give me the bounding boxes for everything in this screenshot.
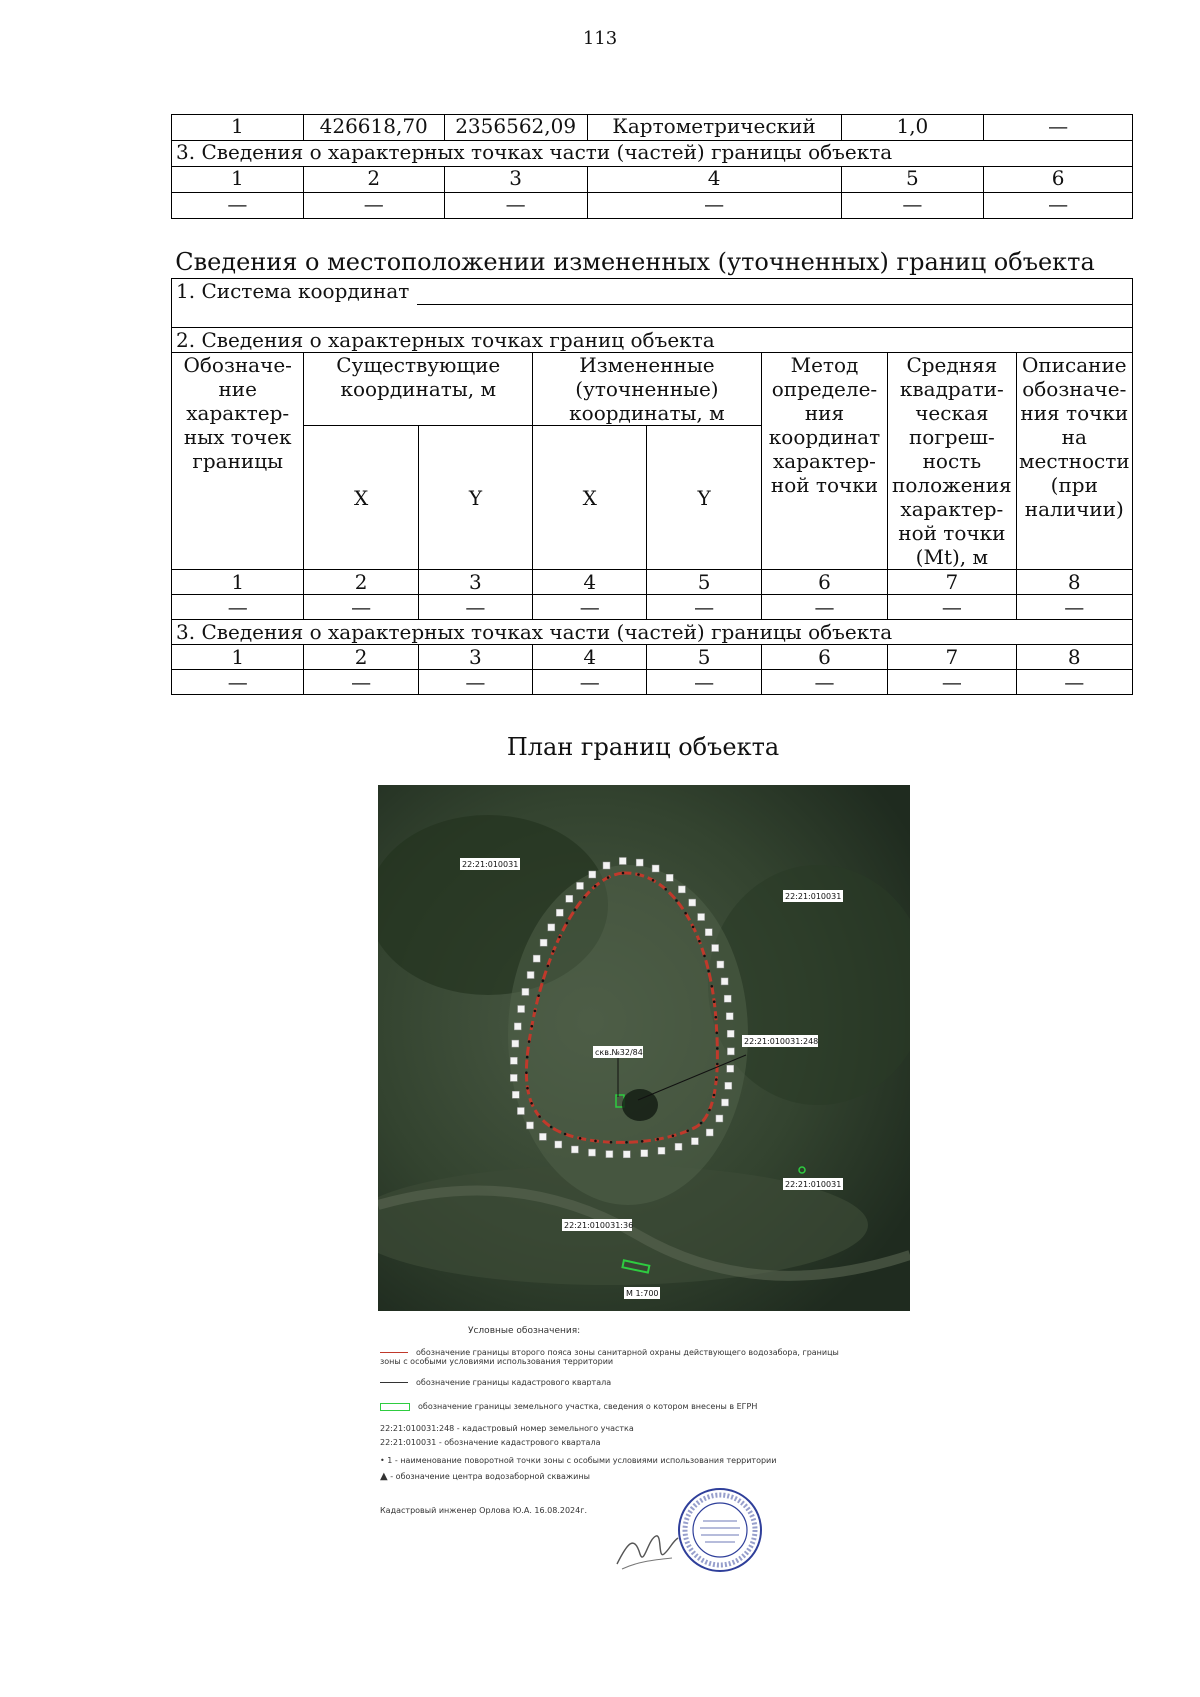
quarter-label: 22:21:010031 bbox=[785, 1180, 842, 1189]
table-cell: 5 bbox=[841, 167, 984, 193]
table-cell: — bbox=[418, 670, 532, 695]
table-cell: — bbox=[841, 193, 984, 219]
table-row bbox=[172, 595, 1133, 620]
quarter-label: 22:21:010031 bbox=[785, 892, 842, 901]
turn-point-dot bbox=[526, 1056, 529, 1059]
table-cell: — bbox=[761, 595, 887, 620]
turn-point-marker bbox=[589, 1149, 596, 1156]
turn-point-marker bbox=[619, 858, 626, 865]
header-description: Описание обозначе-ния точки на местности (при наличии) bbox=[1016, 353, 1132, 570]
turn-point-dot bbox=[542, 979, 545, 982]
legend-item bbox=[380, 1378, 611, 1387]
table-cell: — bbox=[761, 670, 887, 695]
turn-point-marker bbox=[712, 945, 719, 952]
turn-point-marker bbox=[724, 995, 731, 1002]
table-cell: — bbox=[418, 595, 532, 620]
turn-point-dot bbox=[715, 1078, 718, 1081]
legend-text: обозначение границы второго пояса зоны санитарной охраны действующего водозабора, границы зоны с особыми условиями использования территории bbox=[380, 1348, 839, 1366]
header-y: Y bbox=[418, 426, 532, 570]
table-cell: Картометрический bbox=[587, 115, 841, 141]
turn-point-dot bbox=[716, 1032, 719, 1035]
turn-point-dot bbox=[526, 1087, 529, 1090]
page-number: 113 bbox=[582, 28, 618, 49]
table-cell: 4 bbox=[533, 570, 647, 595]
table-cell: 6 bbox=[984, 167, 1133, 193]
table-row bbox=[172, 115, 1133, 141]
table-cell: 7 bbox=[888, 645, 1016, 670]
turn-point-dot bbox=[716, 1063, 719, 1066]
zone-boundary-symbol bbox=[380, 1352, 408, 1353]
turn-point-marker bbox=[533, 955, 540, 962]
table-cell: — bbox=[172, 595, 304, 620]
table-cell: 2356562,09 bbox=[444, 115, 587, 141]
turn-point-dot bbox=[537, 994, 540, 997]
table-cell: — bbox=[303, 193, 444, 219]
parcel-label: 22:21:010031:248 bbox=[744, 1037, 819, 1046]
turn-point-dot bbox=[528, 1040, 531, 1043]
legend-item bbox=[380, 1402, 757, 1411]
table-cell: 6 bbox=[761, 645, 887, 670]
changed-points-table bbox=[171, 278, 1133, 695]
turn-point-dot bbox=[692, 926, 695, 929]
table-cell: 7 bbox=[888, 570, 1016, 595]
table-cell: 6 bbox=[761, 570, 887, 595]
turn-point-dot bbox=[574, 909, 577, 912]
section-title: 3. Сведения о характерных точках части (частей) границы объекта bbox=[172, 141, 1133, 167]
table-row bbox=[172, 279, 1133, 328]
table-cell: 1,0 bbox=[841, 115, 984, 141]
turn-point-marker bbox=[678, 886, 685, 893]
table-cell: 2 bbox=[303, 167, 444, 193]
table-cell: — bbox=[984, 115, 1133, 141]
map-canvas bbox=[378, 785, 910, 1311]
turn-point-marker bbox=[725, 1082, 732, 1089]
turn-point-marker bbox=[652, 865, 659, 872]
signature-icon bbox=[612, 1524, 682, 1574]
turn-point-dot bbox=[698, 940, 701, 943]
turn-point-marker bbox=[727, 1065, 734, 1072]
turn-point-dot bbox=[564, 1133, 567, 1136]
turn-point-dot bbox=[525, 1071, 528, 1074]
turn-point-dot bbox=[656, 1138, 659, 1141]
turn-point-dot bbox=[641, 1140, 644, 1143]
turn-point-dot bbox=[713, 1000, 716, 1003]
header-changed: Измененные (уточненные) координаты, м bbox=[533, 353, 762, 426]
section-title: 2. Сведения о характерных точках границ объекта bbox=[172, 328, 1133, 353]
turn-point-marker bbox=[522, 988, 529, 995]
turn-point-dot bbox=[622, 872, 625, 875]
scale-label: М 1:700 bbox=[626, 1289, 659, 1298]
turn-point-marker bbox=[636, 859, 643, 866]
legend-item bbox=[380, 1471, 590, 1482]
legend-parcel-number: 22:21:010031:248 - кадастровый номер земельного участка bbox=[380, 1424, 634, 1433]
table-cell: — bbox=[647, 670, 761, 695]
parcel-boundary-symbol bbox=[380, 1403, 410, 1411]
turn-point-dot bbox=[672, 1135, 675, 1138]
turn-point-marker bbox=[658, 1147, 665, 1154]
legend-title: Условные обозначения: bbox=[468, 1326, 581, 1336]
turn-point-marker bbox=[716, 1115, 723, 1122]
table-cell: — bbox=[444, 193, 587, 219]
turn-point-dot bbox=[594, 1140, 597, 1143]
turn-point-dot bbox=[675, 899, 678, 902]
turn-point-dot bbox=[538, 1115, 541, 1118]
turn-point-marker bbox=[641, 1150, 648, 1157]
turn-point-marker bbox=[527, 1122, 534, 1129]
turn-point-dot bbox=[686, 1130, 689, 1133]
table-row bbox=[172, 167, 1133, 193]
turn-point-dot bbox=[583, 896, 586, 899]
table-cell: — bbox=[172, 193, 304, 219]
turn-point-dot bbox=[550, 1126, 553, 1129]
header-error: Средняя квадрати-ческая погреш-ность положения характер-ной точки (Mt), м bbox=[888, 353, 1016, 570]
turn-point-marker bbox=[527, 972, 534, 979]
table-cell: — bbox=[984, 193, 1133, 219]
table-cell: 5 bbox=[647, 570, 761, 595]
well-center-icon: ▲ bbox=[380, 1471, 388, 1482]
turn-point-marker bbox=[706, 1129, 713, 1136]
turn-point-marker bbox=[603, 862, 610, 869]
turn-point-dot bbox=[579, 1137, 582, 1140]
table-cell: 2 bbox=[304, 570, 418, 595]
table-row bbox=[172, 645, 1133, 670]
header-x: X bbox=[533, 426, 647, 570]
turn-point-marker bbox=[691, 1138, 698, 1145]
legend-quarter-number: 22:21:010031 - обозначение кадастрового квартала bbox=[380, 1438, 601, 1447]
turn-point-dot bbox=[652, 879, 655, 882]
turn-point-marker bbox=[518, 1006, 525, 1013]
engineer-line: Кадастровый инженер Орлова Ю.А. 16.08.2024г. bbox=[380, 1506, 587, 1515]
turn-point-marker bbox=[555, 1141, 562, 1148]
turn-point-marker bbox=[727, 1048, 734, 1055]
turn-point-dot bbox=[684, 912, 687, 915]
table-cell: 8 bbox=[1016, 645, 1132, 670]
table-cell: 2 bbox=[304, 645, 418, 670]
turn-point-marker bbox=[512, 1091, 519, 1098]
turn-point-dot bbox=[558, 936, 561, 939]
turn-point-marker bbox=[589, 871, 596, 878]
table-cell: — bbox=[533, 670, 647, 695]
turn-point-marker bbox=[577, 882, 584, 889]
turn-point-marker bbox=[514, 1023, 521, 1030]
turn-point-dot bbox=[531, 1025, 534, 1028]
table-row bbox=[172, 193, 1133, 219]
table-cell: 3 bbox=[444, 167, 587, 193]
turn-point-marker bbox=[726, 1013, 733, 1020]
turn-point-dot bbox=[637, 873, 640, 876]
legend-text: обозначение границы кадастрового квартала bbox=[416, 1378, 612, 1387]
coordinate-system-line bbox=[417, 304, 1132, 305]
turn-point-marker bbox=[675, 1143, 682, 1150]
turn-point-dot bbox=[711, 985, 714, 988]
table-cell: — bbox=[587, 193, 841, 219]
quarter-label: 22:21:010031 bbox=[462, 860, 519, 869]
legend-text: - обозначение центра водозаборной скважины bbox=[390, 1472, 590, 1481]
table-cell: — bbox=[1016, 670, 1132, 695]
turn-point-marker bbox=[510, 1074, 517, 1081]
table-cell: 4 bbox=[587, 167, 841, 193]
table-cell: — bbox=[647, 595, 761, 620]
turn-point-marker bbox=[705, 929, 712, 936]
turn-point-dot bbox=[708, 1109, 711, 1112]
turn-point-dot bbox=[707, 970, 710, 973]
table-cell: — bbox=[304, 595, 418, 620]
table-cell: 1 bbox=[172, 167, 304, 193]
table-row bbox=[172, 620, 1133, 645]
turn-point-marker bbox=[698, 914, 705, 921]
table-row bbox=[172, 141, 1133, 167]
boundary-plan-map bbox=[378, 785, 910, 1311]
section-heading-changed: Сведения о местоположении измененных (уточненных) границ объекта bbox=[175, 248, 1095, 276]
turn-point-marker bbox=[540, 939, 547, 946]
turn-point-marker bbox=[721, 978, 728, 985]
table-cell: 5 bbox=[647, 645, 761, 670]
turn-point-dot bbox=[607, 876, 610, 879]
header-designation: Обозначе-ние характер-ных точек границы bbox=[172, 353, 304, 570]
table-cell: 1 bbox=[172, 645, 304, 670]
section-title: 3. Сведения о характерных точках части (частей) границы объекта bbox=[172, 620, 1133, 645]
table-cell: — bbox=[1016, 595, 1132, 620]
turn-point-dot bbox=[566, 922, 569, 925]
turn-point-marker bbox=[666, 874, 673, 881]
turn-point-dot bbox=[530, 1102, 533, 1105]
turn-point-marker bbox=[539, 1133, 546, 1140]
turn-point-marker bbox=[566, 895, 573, 902]
header-method: Метод определе-ния координат характер-ной точки bbox=[761, 353, 887, 570]
table-cell: — bbox=[533, 595, 647, 620]
stamp-icon bbox=[675, 1485, 765, 1575]
table-cell: — bbox=[888, 595, 1016, 620]
table-cell: 3 bbox=[418, 570, 532, 595]
header-y: Y bbox=[647, 426, 761, 570]
header-existing: Существующие координаты, м bbox=[304, 353, 533, 426]
table-row bbox=[172, 570, 1133, 595]
quarter-boundary-symbol bbox=[380, 1382, 408, 1383]
turn-point-marker bbox=[556, 909, 563, 916]
legend-item bbox=[380, 1348, 850, 1366]
turn-point-dot bbox=[716, 1047, 719, 1050]
table-cell: — bbox=[304, 670, 418, 695]
well-label: скв.№32/84 bbox=[595, 1048, 643, 1057]
table-row bbox=[172, 328, 1133, 353]
coordinate-system-label: 1. Система координат bbox=[176, 279, 410, 303]
turn-point-dot bbox=[534, 1010, 537, 1013]
turn-point-marker bbox=[510, 1057, 517, 1064]
turn-point-marker bbox=[512, 1040, 519, 1047]
legend-turn-point: • 1 - наименование поворотной точки зоны с особыми условиями использования территории bbox=[380, 1456, 777, 1465]
table-cell: 8 bbox=[1016, 570, 1132, 595]
turn-point-marker bbox=[548, 924, 555, 931]
table-cell: 1 bbox=[172, 570, 304, 595]
table-cell: 1 bbox=[172, 115, 304, 141]
turn-point-marker bbox=[689, 899, 696, 906]
coordinate-system-row bbox=[172, 279, 1133, 328]
turn-point-marker bbox=[623, 1151, 630, 1158]
turn-point-marker bbox=[722, 1099, 729, 1106]
table-cell: 4 bbox=[533, 645, 647, 670]
turn-point-dot bbox=[700, 1122, 703, 1125]
turn-point-dot bbox=[664, 888, 667, 891]
turn-point-dot bbox=[625, 1141, 628, 1144]
turn-point-marker bbox=[606, 1151, 613, 1158]
table-row bbox=[172, 670, 1133, 695]
turn-point-dot bbox=[547, 965, 550, 968]
table-cell: 3 bbox=[418, 645, 532, 670]
header-x: X bbox=[304, 426, 418, 570]
legend-text: обозначение границы земельного участка, сведения о котором внесены в ЕГРН bbox=[418, 1402, 758, 1411]
turn-point-dot bbox=[594, 885, 597, 888]
existing-points-table bbox=[171, 114, 1133, 219]
table-cell: 426618,70 bbox=[303, 115, 444, 141]
turn-point-dot bbox=[552, 950, 555, 953]
table-header-row bbox=[172, 353, 1133, 426]
turn-point-marker bbox=[571, 1146, 578, 1153]
plan-heading: План границ объекта bbox=[506, 733, 780, 761]
turn-point-marker bbox=[727, 1030, 734, 1037]
turn-point-marker bbox=[517, 1108, 524, 1115]
turn-point-dot bbox=[715, 1016, 718, 1019]
turn-point-marker bbox=[717, 961, 724, 968]
turn-point-dot bbox=[703, 955, 706, 958]
turn-point-dot bbox=[713, 1094, 716, 1097]
table-cell: — bbox=[172, 670, 304, 695]
turn-point-dot bbox=[610, 1141, 613, 1144]
table-cell: — bbox=[888, 670, 1016, 695]
parcel-label: 22:21:010031:36 bbox=[564, 1221, 634, 1230]
